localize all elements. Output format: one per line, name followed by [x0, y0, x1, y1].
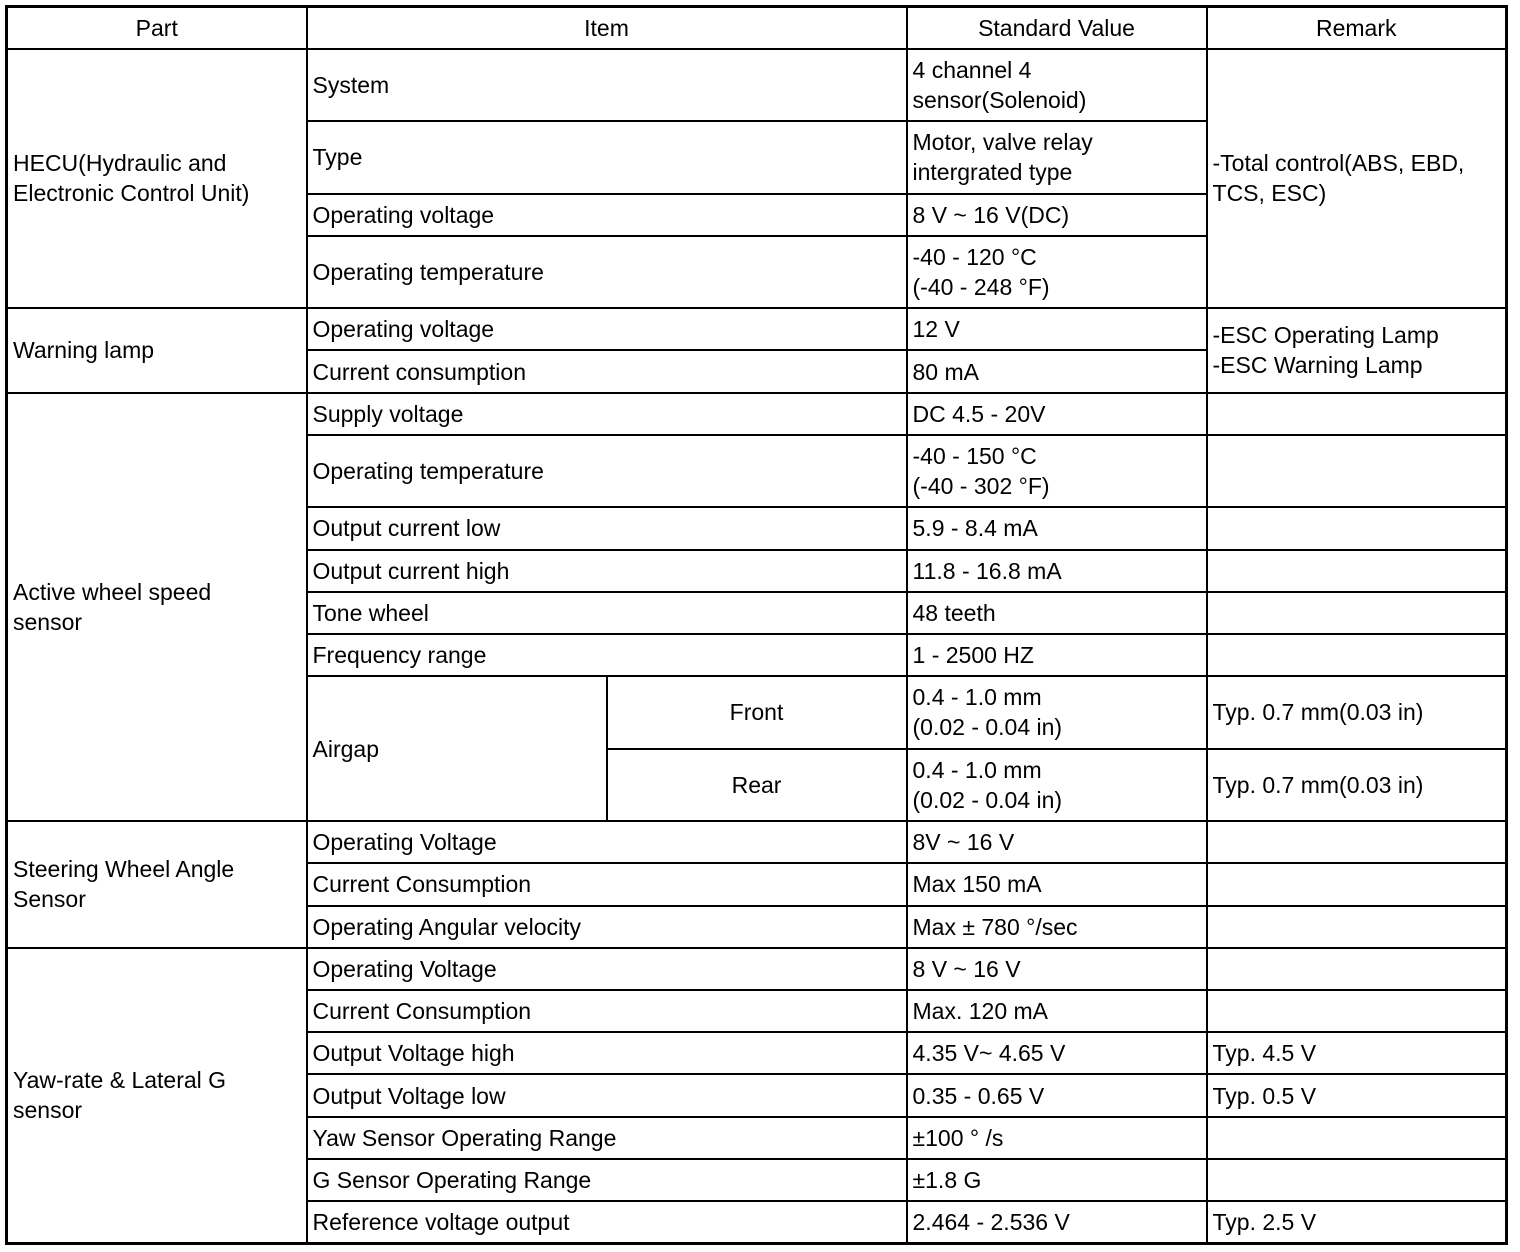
- value-cell: Motor, valve relay intergrated type: [907, 121, 1207, 193]
- remark-cell-hecu: -Total control(ABS, EBD, TCS, ESC): [1207, 49, 1507, 308]
- remark-cell: Typ. 4.5 V: [1207, 1032, 1507, 1074]
- value-cell: 48 teeth: [907, 592, 1207, 634]
- remark-cell: [1207, 906, 1507, 948]
- spec-table: [5, 5, 1508, 1245]
- part-cell-hecu: HECU(Hydraulic and Electronic Control Unit): [7, 49, 307, 308]
- header-remark: Remark: [1207, 7, 1507, 49]
- item-cell: Operating voltage: [307, 194, 907, 236]
- value-cell: 8 V ~ 16 V: [907, 948, 1207, 990]
- value-cell: 5.9 - 8.4 mA: [907, 507, 1207, 549]
- remark-cell: Typ. 0.5 V: [1207, 1074, 1507, 1116]
- remark-cell: [1207, 592, 1507, 634]
- part-cell-yaw: Yaw-rate & Lateral G sensor: [7, 948, 307, 1244]
- item-cell: Supply voltage: [307, 393, 907, 435]
- header-row: [7, 7, 1507, 49]
- item-cell: Reference voltage output: [307, 1201, 907, 1243]
- item-cell: Operating temperature: [307, 435, 907, 507]
- value-cell: Max ± 780 °/sec: [907, 906, 1207, 948]
- remark-cell: [1207, 1159, 1507, 1201]
- item-cell: Operating Angular velocity: [307, 906, 907, 948]
- item-cell: Yaw Sensor Operating Range: [307, 1117, 907, 1159]
- value-cell: Max 150 mA: [907, 863, 1207, 905]
- airgap-label: Airgap: [307, 676, 607, 821]
- header-standard-value: Standard Value: [907, 7, 1207, 49]
- value-cell: DC 4.5 - 20V: [907, 393, 1207, 435]
- table-row: [7, 948, 1507, 990]
- remark-cell: [1207, 863, 1507, 905]
- item-cell: Tone wheel: [307, 592, 907, 634]
- item-cell: Operating Voltage: [307, 821, 907, 863]
- value-cell: ±100 ° /s: [907, 1117, 1207, 1159]
- remark-cell: [1207, 948, 1507, 990]
- remark-cell: [1207, 393, 1507, 435]
- item-cell: Output Voltage high: [307, 1032, 907, 1074]
- remark-cell-warning-lamp: -ESC Operating Lamp -ESC Warning Lamp: [1207, 308, 1507, 392]
- remark-cell: [1207, 435, 1507, 507]
- value-cell: 4.35 V~ 4.65 V: [907, 1032, 1207, 1074]
- remark-cell: Typ. 2.5 V: [1207, 1201, 1507, 1243]
- part-cell-warning-lamp: Warning lamp: [7, 308, 307, 392]
- airgap-rear-label: Rear: [607, 749, 907, 821]
- item-cell: Output current high: [307, 550, 907, 592]
- value-cell: ±1.8 G: [907, 1159, 1207, 1201]
- item-cell: Output Voltage low: [307, 1074, 907, 1116]
- item-cell: Frequency range: [307, 634, 907, 676]
- value-cell: 11.8 - 16.8 mA: [907, 550, 1207, 592]
- item-cell: Current Consumption: [307, 990, 907, 1032]
- value-cell: 0.35 - 0.65 V: [907, 1074, 1207, 1116]
- part-cell-steering: Steering Wheel Angle Sensor: [7, 821, 307, 948]
- remark-cell: [1207, 507, 1507, 549]
- value-cell: 8 V ~ 16 V(DC): [907, 194, 1207, 236]
- value-cell: Max. 120 mA: [907, 990, 1207, 1032]
- header-item: Item: [307, 7, 907, 49]
- value-cell: 4 channel 4 sensor(Solenoid): [907, 49, 1207, 121]
- table-row: [7, 49, 1507, 121]
- item-cell: Type: [307, 121, 907, 193]
- item-cell: Operating voltage: [307, 308, 907, 350]
- item-cell: Operating Voltage: [307, 948, 907, 990]
- value-cell: 1 - 2500 HZ: [907, 634, 1207, 676]
- value-cell: 8V ~ 16 V: [907, 821, 1207, 863]
- value-cell: 2.464 - 2.536 V: [907, 1201, 1207, 1243]
- remark-cell: [1207, 990, 1507, 1032]
- remark-cell: [1207, 821, 1507, 863]
- value-cell: -40 - 150 °C (-40 - 302 °F): [907, 435, 1207, 507]
- remark-cell: [1207, 550, 1507, 592]
- header-part: Part: [7, 7, 307, 49]
- item-cell: System: [307, 49, 907, 121]
- value-cell: 0.4 - 1.0 mm (0.02 - 0.04 in): [907, 676, 1207, 748]
- remark-cell: Typ. 0.7 mm(0.03 in): [1207, 676, 1507, 748]
- item-cell: G Sensor Operating Range: [307, 1159, 907, 1201]
- item-cell: Output current low: [307, 507, 907, 549]
- table-row: [7, 821, 1507, 863]
- table-row: [7, 308, 1507, 350]
- value-cell: -40 - 120 °C (-40 - 248 °F): [907, 236, 1207, 308]
- value-cell: 12 V: [907, 308, 1207, 350]
- remark-cell: [1207, 1117, 1507, 1159]
- remark-cell: Typ. 0.7 mm(0.03 in): [1207, 749, 1507, 821]
- table-row: [7, 393, 1507, 435]
- item-cell: Current consumption: [307, 350, 907, 392]
- part-cell-wheel-speed: Active wheel speed sensor: [7, 393, 307, 821]
- item-cell: Current Consumption: [307, 863, 907, 905]
- value-cell: 0.4 - 1.0 mm (0.02 - 0.04 in): [907, 749, 1207, 821]
- airgap-front-label: Front: [607, 676, 907, 748]
- item-cell: Operating temperature: [307, 236, 907, 308]
- value-cell: 80 mA: [907, 350, 1207, 392]
- remark-cell: [1207, 634, 1507, 676]
